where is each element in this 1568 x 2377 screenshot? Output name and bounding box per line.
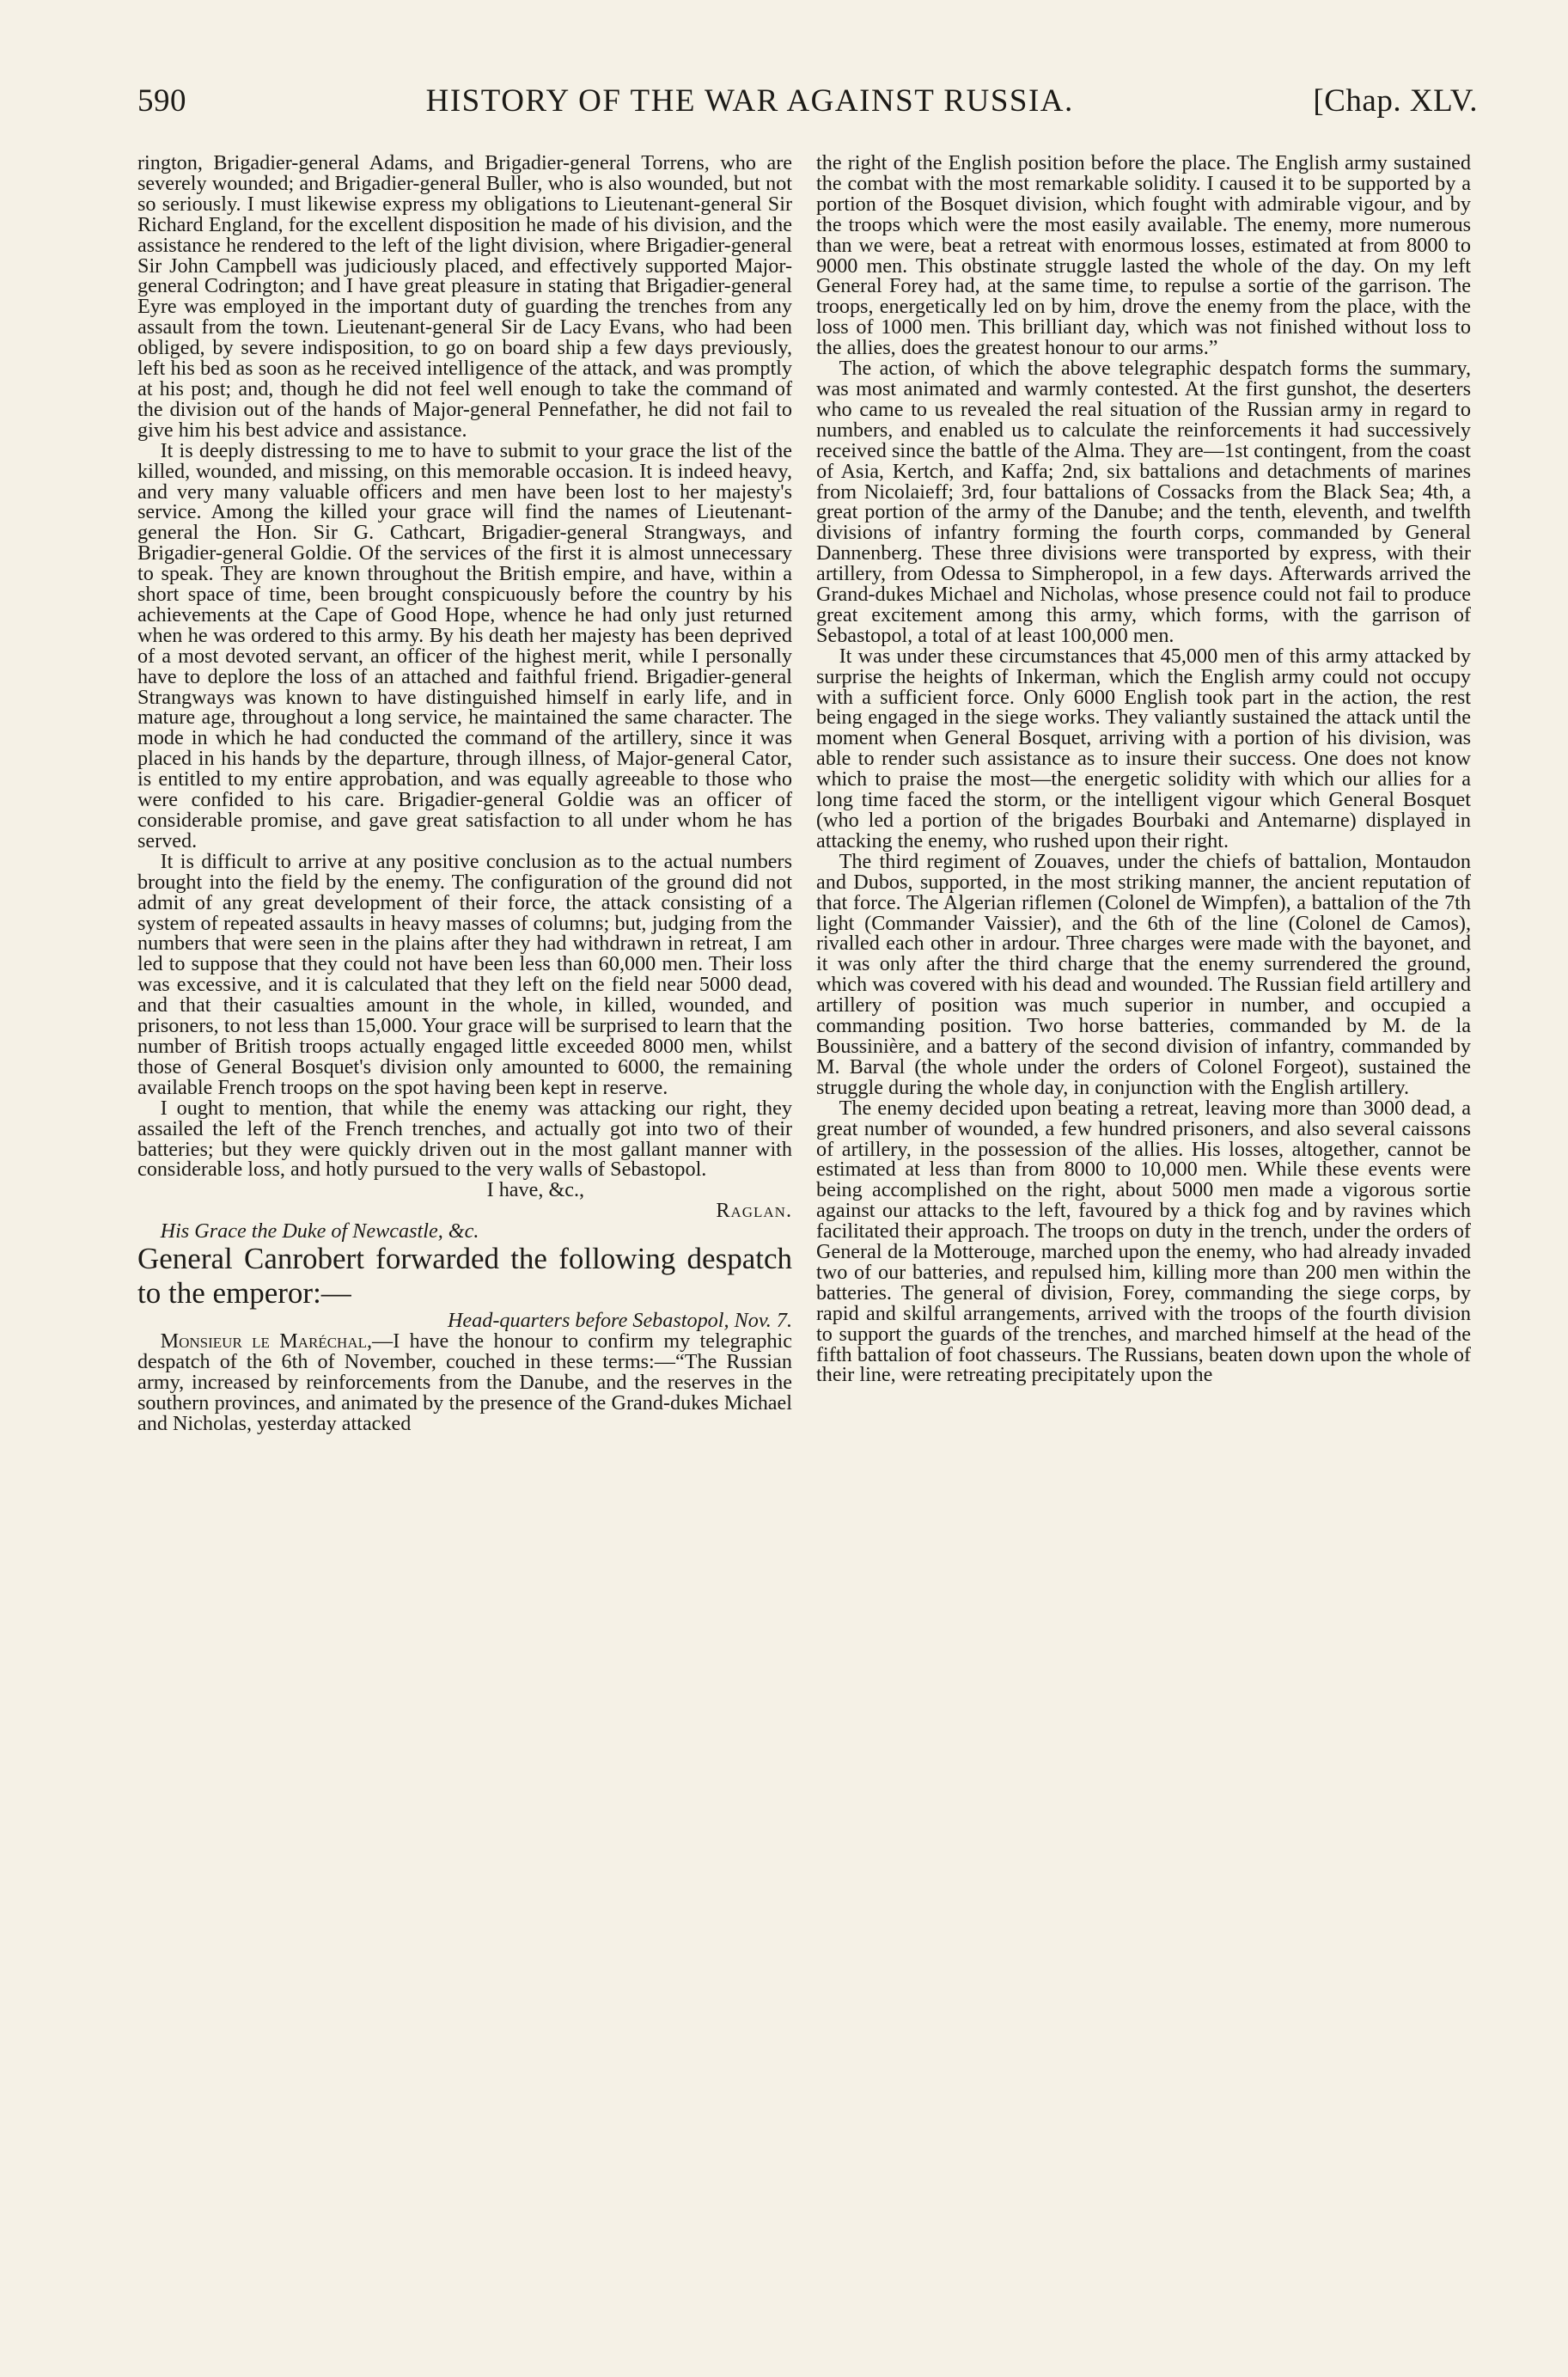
closing-line: I have, &c., — [486, 1178, 585, 1202]
addressee: His Grace the Duke of Newcastle, &c. — [160, 1219, 479, 1243]
page-header — [137, 82, 1478, 134]
paragraph: I ought to mention, that while the enemy was attacking our right, they assailed the left of the French trenches, and actually got into two of their batteries; but they were quickly driven out in the most gallant manner with considerable loss, and hotly pursued to the very walls of Sebastopol. — [137, 1096, 792, 1182]
paragraph: The third regiment of Zouaves, under the chiefs of battalion, Montaudon and Dubos, supported, in the most striking manner, the ancient reputation of that force. The Algerian riflemen (Colonel de Wimpfen), a battalion of the 7th light (Commander Vaissier), and the 6th of the line (Colonel de Camos), rivalled each other in ardour. Three charges were made with the bayonet, and it was only after the third charge that the enemy surrendered the ground, which was covered with his dead and wounded. The Russian field artillery and artillery of position was much superior in number, and occupied a commanding position. Two horse batteries, commanded by M. de la Boussinière, and a battery of the second division of infantry, commanded by M. Barval (the whole under the orders of Colonel Forgeot), sustained the struggle during the whole day, in conjunction with the English artillery. — [816, 849, 1471, 1099]
right-column — [816, 153, 1471, 1385]
chapter-label: [Chap. XLV. — [1313, 83, 1478, 119]
section-heading: General Canrobert forwarded the following despatch to the emperor:— — [137, 1242, 792, 1311]
paragraph: It was under these circumstances that 45,000 men of this army attacked by surprise the heights of Inkerman, which the English army could not occupy with a sufficient force. Only 6000 English took part in the action, the rest being engaged in the siege works. They valiantly sustained the attack until the moment when General Bosquet, arriving with a portion of his division, was able to render such assistance as to insure their success. One does not know which to praise the most—the energetic solidity with which our allies for a long time faced the storm, or the intelligent vigour which General Bosquet (who led a portion of the brigades Bourbaki and Antemarne) displayed in attacking the enemy, who rushed upon their right. — [816, 644, 1471, 852]
left-column — [137, 153, 792, 1433]
dateline: Head-quarters before Sebastopol, Nov. 7. — [447, 1309, 792, 1333]
paragraph: It is deeply distressing to me to have to submit to your grace the list of the killed, wounded, and missing, on this memorable occasion. It is indeed heavy, and very many valuable officers and men have been lost to her majesty's service. Among the killed your grace will find the names of Lieutenant-general the Hon. Sir G. Cathcart, Brigadier-general Strangways, and Brigadier-general Goldie. Of the services of the first it is almost unnecessary to speak. They are known throughout the British empire, and have, within a short space of time, been brought conspicuously before the country by his achievements at the Cape of Good Hope, whence he had only just returned when he was ordered to this army. By his death her majesty has been deprived of a most devoted servant, an officer of the highest merit, while I personally have to deplore the loss of an attached and faithful friend. Brigadier-general Strangways was known to have distinguished himself in early life, and in mature age, throughout a long service, he maintained the same character. The mode in which he had conducted the command of the artillery, since it was placed in his hands by the departure, through illness, of Major-general Cator, is entitled to my entire approbation, and was equally agreeable to those who were confided to his care. Brigadier-general Goldie was an officer of considerable promise, and gave great satisfaction to all under whom he has served. — [137, 438, 792, 852]
salutation: Monsieur le Maréchal, — [160, 1329, 373, 1353]
signature: Raglan. — [716, 1199, 792, 1223]
page-number: 590 — [137, 83, 186, 119]
running-title: HISTORY OF THE WAR AGAINST RUSSIA. — [425, 83, 1074, 119]
paragraph: rington, Brigadier-general Adams, and Brigadier-general Torrens, who are severely wounded; and Brigadier-general Buller, who is also wounded, but not so seriously. I must likewise express my obligations to Lieutenant-general Sir Richard England, for the excellent disposition he made of his division, and the assistance he rendered to the left of the light division, where Brigadier-general Sir John Campbell was judiciously placed, and effectively supported Major-general Codrington; and I have great pleasure in stating that Brigadier-general Eyre was employed in the important duty of guarding the trenches from any assault from the town. Lieutenant-general Sir de Lacy Evans, who had been obliged, by severe indisposition, to go on board ship a few days previously, left his bed as soon as he received intelligence of the attack, and was promptly at his post; and, though he did not feel well enough to take the command of the division out of the hands of Major-general Pennefather, he did not fail to give him his best advice and assistance. — [137, 151, 792, 442]
paragraph: the right of the English position before the place. The English army sustained the combat with the most remarkable solidity. I caused it to be supported by a portion of the Bosquet division, which fought with admirable vigour, and by the troops which were the most easily available. The enemy, more numerous than we were, beat a retreat with enormous losses, estimated at from 8000 to 9000 men. This obstinate struggle lasted the whole of the day. On my left General Forey had, at the same time, to repulse a sortie of the garrison. The troops, energetically led on by him, drove the enemy from the place, with the loss of 1000 men. This brilliant day, which was not finished without loss to the allies, does the greatest honour to our arms.” — [816, 151, 1471, 360]
paragraph: It is difficult to arrive at any positive conclusion as to the actual numbers brought into the field by the enemy. The configuration of the ground did not admit of any great development of their force, the attack consisting of a system of repeated assaults in heavy masses of columns; but, judging from the numbers that were seen in the plains after they had withdrawn in retreat, I am led to suppose that they could not have been less than 60,000 men. Their loss was excessive, and it is calculated that they left on the field near 5000 dead, and that their casualties amount in the whole, in killed, wounded, and prisoners, to not less than 15,000. Your grace will be surprised to learn that the number of British troops actually engaged little exceeded 8000 men, whilst those of General Bosquet's division only amounted to 6000, the remaining available French troops on the spot having been kept in reserve. — [137, 849, 792, 1099]
letter-opening — [137, 1331, 792, 1434]
paragraph: The action, of which the above telegraphic despatch forms the summary, was most animated and warmly contested. At the first gunshot, the deserters who came to us revealed the real situation of the Russian army in regard to numbers, and enabled us to calculate the reinforcements it had successively received since the battle of the Alma. They are—1st contingent, from the coast of Asia, Kertch, and Kaffa; 2nd, six battalions and detachments of marines from Nicolaieff; 3rd, four battalions of Cossacks from the Black Sea; 4th, a great portion of the army of the Danube; and the tenth, eleventh, and twelfth divisions of infantry forming the fourth corps, commanded by General Dannenberg. These three divisions were transported by express, with their artillery, from Odessa to Simpheropol, in a few days. Afterwards arrived the Grand-dukes Michael and Nicholas, whose presence could not fail to produce great excitement among this army, which forms, with the garrison of Sebastopol, a total of at least 100,000 men. — [816, 357, 1471, 647]
paragraph: The enemy decided upon beating a retreat, leaving more than 3000 dead, a great number of wounded, a few hundred prisoners, and also several caissons of artillery, in the possession of the allies. His losses, altogether, cannot be estimated at less than from 8000 to 10,000 men. While these events were being accomplished on the right, about 5000 men made a vigorous sortie against our attacks to the left, favoured by a thick fog and by ravines which facilitated their approach. The troops on duty in the trench, under the orders of General de la Motterouge, marched upon the enemy, who had already invaded two of our batteries, and repulsed him, killing more than 200 men within the batteries. The general of division, Forey, commanding the siege corps, by rapid and skilful arrangements, arrived with the troops of the fourth division to support the guards of the trenches, and marched himself at the head of the fifth battalion of foot chasseurs. The Russians, beaten down upon the whole of their line, were retreating precipitately upon the — [816, 1096, 1471, 1387]
letter-text: —I have the honour to confirm my telegraphic despatch of the 6th of November, couched in these terms:—“The Russian army, increased by reinforcements from the Danube, and the reserves in the southern provinces, and animated by the presence of the Grand-dukes Michael and Nicholas, yesterday attacked — [137, 1329, 792, 1435]
